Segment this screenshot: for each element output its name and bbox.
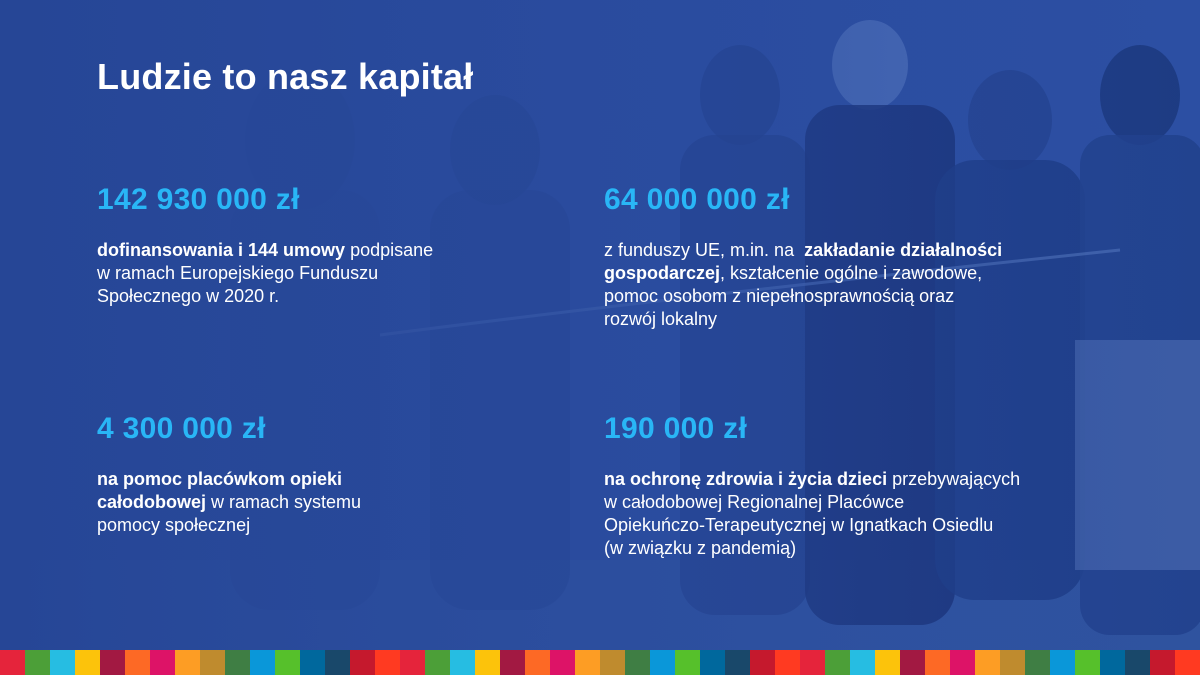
stripe-segment <box>0 650 25 675</box>
stat-text: rozwój lokalny <box>604 309 718 329</box>
stripe-segment <box>50 650 75 675</box>
color-stripe <box>0 650 1200 675</box>
stripe-segment <box>350 650 375 675</box>
stat-block-1 <box>97 183 557 308</box>
stripe-segment <box>925 650 950 675</box>
stat-highlight: zakładanie działalności <box>804 240 1003 260</box>
stat-block-4 <box>604 412 1164 560</box>
stat-amount: 64 000 000 zł <box>604 183 790 216</box>
stripe-segment <box>500 650 525 675</box>
stripe-segment <box>900 650 925 675</box>
stat-block-3 <box>97 412 557 537</box>
stat-text: w ramach systemu <box>206 492 362 512</box>
stripe-segment <box>775 650 800 675</box>
stat-description <box>604 239 1164 331</box>
stripe-segment <box>1100 650 1125 675</box>
stat-amount: 190 000 zł <box>604 412 748 445</box>
stripe-segment <box>750 650 775 675</box>
stripe-segment <box>100 650 125 675</box>
stripe-segment <box>675 650 700 675</box>
stripe-segment <box>275 650 300 675</box>
stripe-segment <box>125 650 150 675</box>
stat-amount: 142 930 000 zł <box>97 183 300 216</box>
stripe-segment <box>1075 650 1100 675</box>
stripe-segment <box>600 650 625 675</box>
stat-text: pomocy społecznej <box>97 515 251 535</box>
stat-text: przebywających <box>887 469 1021 489</box>
stat-text: w całodobowej Regionalnej Placówce <box>604 492 905 512</box>
stripe-segment <box>150 650 175 675</box>
stripe-segment <box>550 650 575 675</box>
stat-text: w ramach Europejskiego Funduszu <box>97 263 379 283</box>
stat-text: Opiekuńczo-Terapeutycznej w Ignatkach Osiedlu <box>604 515 994 535</box>
stripe-segment <box>300 650 325 675</box>
stat-highlight: dofinansowania i 144 umowy <box>97 240 346 260</box>
stat-highlight: na pomoc placówkom opieki <box>97 469 343 489</box>
stripe-segment <box>325 650 350 675</box>
stat-amount: 4 300 000 zł <box>97 412 266 445</box>
stat-text: z funduszy UE, m.in. na <box>604 240 805 260</box>
stripe-segment <box>875 650 900 675</box>
stat-text: (w związku z pandemią) <box>604 538 797 558</box>
stripe-segment <box>450 650 475 675</box>
stat-highlight: na ochronę zdrowia i życia dzieci <box>604 469 888 489</box>
stripe-segment <box>175 650 200 675</box>
stat-highlight: całodobowej <box>97 492 207 512</box>
stat-description <box>97 239 557 308</box>
stripe-segment <box>800 650 825 675</box>
stripe-segment <box>525 650 550 675</box>
stat-description <box>604 468 1164 560</box>
stripe-segment <box>200 650 225 675</box>
stripe-segment <box>825 650 850 675</box>
stripe-segment <box>25 650 50 675</box>
stripe-segment <box>950 650 975 675</box>
stripe-segment <box>575 650 600 675</box>
stripe-segment <box>1150 650 1175 675</box>
stripe-segment <box>75 650 100 675</box>
stat-text: podpisane <box>345 240 434 260</box>
stat-text: , kształcenie ogólne i zawodowe, <box>720 263 983 283</box>
page-title: Ludzie to nasz kapitał <box>97 56 474 97</box>
stripe-segment <box>1000 650 1025 675</box>
stripe-segment <box>425 650 450 675</box>
stripe-segment <box>1125 650 1150 675</box>
stripe-segment <box>650 650 675 675</box>
stripe-segment <box>625 650 650 675</box>
stripe-segment <box>1050 650 1075 675</box>
stripe-segment <box>475 650 500 675</box>
stripe-segment <box>700 650 725 675</box>
stripe-segment <box>1025 650 1050 675</box>
stripe-segment <box>250 650 275 675</box>
stat-block-2 <box>604 183 1164 331</box>
stripe-segment <box>400 650 425 675</box>
stripe-segment <box>850 650 875 675</box>
stripe-segment <box>375 650 400 675</box>
stat-highlight: gospodarczej <box>604 263 721 283</box>
stripe-segment <box>725 650 750 675</box>
stripe-segment <box>1175 650 1200 675</box>
stripe-segment <box>225 650 250 675</box>
stripe-segment <box>975 650 1000 675</box>
stat-text: Społecznego w 2020 r. <box>97 286 280 306</box>
stat-text: pomoc osobom z niepełnosprawnością oraz <box>604 286 955 306</box>
stat-description <box>97 468 557 537</box>
